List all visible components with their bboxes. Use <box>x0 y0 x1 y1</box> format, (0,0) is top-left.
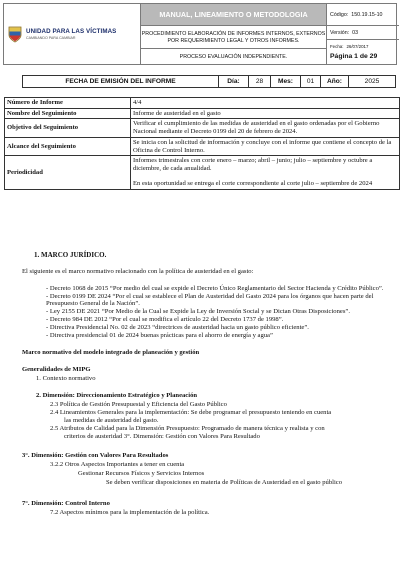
list-item: las medidas de austeridad del gasto. <box>64 417 159 424</box>
list-item: - Ley 2155 DE 2021 “Por Medio de la Cual se Expide la Ley de Inversión Social y se Dictan Otras Disposiciones”. <box>46 308 350 316</box>
header-middle <box>141 4 326 64</box>
objective-label: Objetivo del Seguimiento <box>5 119 131 137</box>
mipg-framework-title: Marco normativo del modelo integrado de planeación y gestión <box>22 349 200 356</box>
legal-framework-intro: El siguiente es el marco normativo relacionado con la política de austeridad en el gasto: <box>22 268 254 275</box>
list-item: - Directiva Presidencial No. 02 de 2023 “directrices de austeridad hacia un gasto público eficiente”. <box>46 323 309 331</box>
emission-date-row <box>22 75 396 88</box>
procedure-name: PROCEDIMIENTO ELABORACIÓN DE INFORMES INTERNOS, EXTERNOS POR REQUERIMIENTO LEGAL Y OTROS INFORMES. <box>141 26 326 49</box>
list-item: 2.4 Lineamientos Generales para la implementación: Se debe programar el presupuesto teniendo en cuenta <box>50 409 332 416</box>
colombia-shield-icon <box>8 26 22 43</box>
periodicity-text-1: Informes trimestrales con corte enero – marzo; abril – junio; julio – septiembre y octubre a diciembre, de cada anualidad. <box>133 157 373 172</box>
list-item: 7.2 Aspectos mínimos para la implementación de la política. <box>50 509 210 516</box>
list-item: Gestionar Recursos Físicos y Servicios Internos <box>78 470 205 477</box>
table-row <box>5 156 400 190</box>
date-value: 26/07/2017 <box>346 43 369 49</box>
periodicity-label: Periodicidad <box>5 156 131 190</box>
objective-value: Verificar el cumplimiento de las medidas de austeridad en el gasto ordenadas por el Gobierno Nacional mediante el Decreto 0199 del 20 de febrero de 2024. <box>131 119 400 137</box>
periodicity-text-2: En esta oportunidad se entrega el corte correspondiente al corte julio – septiembre de 2024 <box>133 180 373 188</box>
mipg-general-title: Generalidades de MIPG <box>22 366 91 373</box>
list-item: - Decreto 1068 de 2015 “Por medio del cual se expide el Decreto Único Reglamentario del Sector Hacienda y Crédito Público”. <box>46 285 384 292</box>
header-meta <box>326 4 398 64</box>
scope-value: Se inicia con la solicitud de información y concluye con el informe que contiene el concepto de la Oficina de Control Interno. <box>131 137 400 155</box>
section-title-legal-framework: 1. MARCO JURÍDICO. <box>34 251 107 259</box>
code-cell <box>327 4 399 26</box>
document-type-title: MANUAL, LINEAMIENTO O METODOLOGIA <box>141 4 326 26</box>
page-number: Página 1 de 29 <box>330 53 378 60</box>
scope-label: Alcance del Seguimiento <box>5 137 131 155</box>
month-value: 01 <box>301 76 321 87</box>
list-item: 1. Contexto normativo <box>36 375 96 382</box>
dimension-2-title: 2. Dimensión: Direccionamiento Estratégico y Planeación <box>36 392 198 399</box>
tracking-name-label: Nombre del Seguimiento <box>5 108 131 119</box>
table-row <box>5 98 400 109</box>
table-row <box>5 108 400 119</box>
list-item: 3.2.2 Otros Aspectos Importantes a tener en cuenta <box>50 461 185 468</box>
department-name: PROCESO EVALUACIÓN INDEPENDIENTE. <box>179 53 288 60</box>
table-row <box>5 137 400 155</box>
logo <box>26 28 116 40</box>
year-label: Año: <box>321 76 349 87</box>
dimension-3-title: 3°. Dimensión: Gestión con Valores Para Resultados <box>22 452 169 459</box>
report-number-label: Número de Informe <box>5 98 131 109</box>
list-item: - Decreto 984 DE 2012 “Por el cual se modifica el artículo 22 del Decreto 1737 de 1998”. <box>46 315 284 323</box>
code-value: 150.19.15-10 <box>351 11 383 18</box>
logo-cell <box>4 4 141 64</box>
version-value: 03 <box>352 29 359 36</box>
report-number-value: 4/4 <box>131 98 400 109</box>
day-label: Día: <box>219 76 249 87</box>
document-header <box>3 3 397 65</box>
date-label: Fecha: <box>330 43 344 49</box>
logo-subtitle: CAMBIANDO PARA CAMBIAR <box>26 36 76 40</box>
periodicity-value <box>131 156 400 190</box>
logo-title: UNIDAD PARA LAS VÍCTIMAS <box>26 28 117 35</box>
day-value: 28 <box>249 76 271 87</box>
year-value: 2025 <box>364 78 380 85</box>
list-item: 2.5 Atributos de Calidad para la Dimensión Presupuesto: Programado de manera técnica y realista y con <box>50 425 325 432</box>
version-label: Versión: <box>330 29 350 36</box>
version-cell <box>327 26 399 40</box>
table-row <box>5 119 400 137</box>
list-item: - Directiva presidencial 01 de 2024 buenas prácticas para el ahorro de energía y agua” <box>46 331 273 339</box>
code-label: Código: <box>330 11 349 18</box>
report-info-table <box>4 97 400 190</box>
list-item: criterios de austeridad 3°. Dimensión: Gestión con Valores Para Resultado <box>64 433 260 440</box>
dimension-7-title: 7°. Dimensión: Control Interno <box>22 500 110 507</box>
list-item: Se deben verificar disposiciones en materia de Políticas de Austeridad en el gasto público <box>106 479 343 486</box>
emission-title: FECHA DE EMISIÓN DEL INFORME <box>23 76 219 87</box>
month-label: Mes: <box>271 76 301 87</box>
tracking-name-value: Informe de austeridad en el gasto <box>131 108 400 119</box>
list-item: - Decreto 0199 DE 2024 “Por el cual se establece el Plan de Austeridad del Gasto 2024 para los órganos que hacen parte del Presupuesto General de la Nación”. <box>46 292 374 308</box>
list-item: 2.3 Política de Gestión Presupuestal y Eficiencia del Gasto Público <box>50 401 227 408</box>
decree-list <box>46 285 391 339</box>
